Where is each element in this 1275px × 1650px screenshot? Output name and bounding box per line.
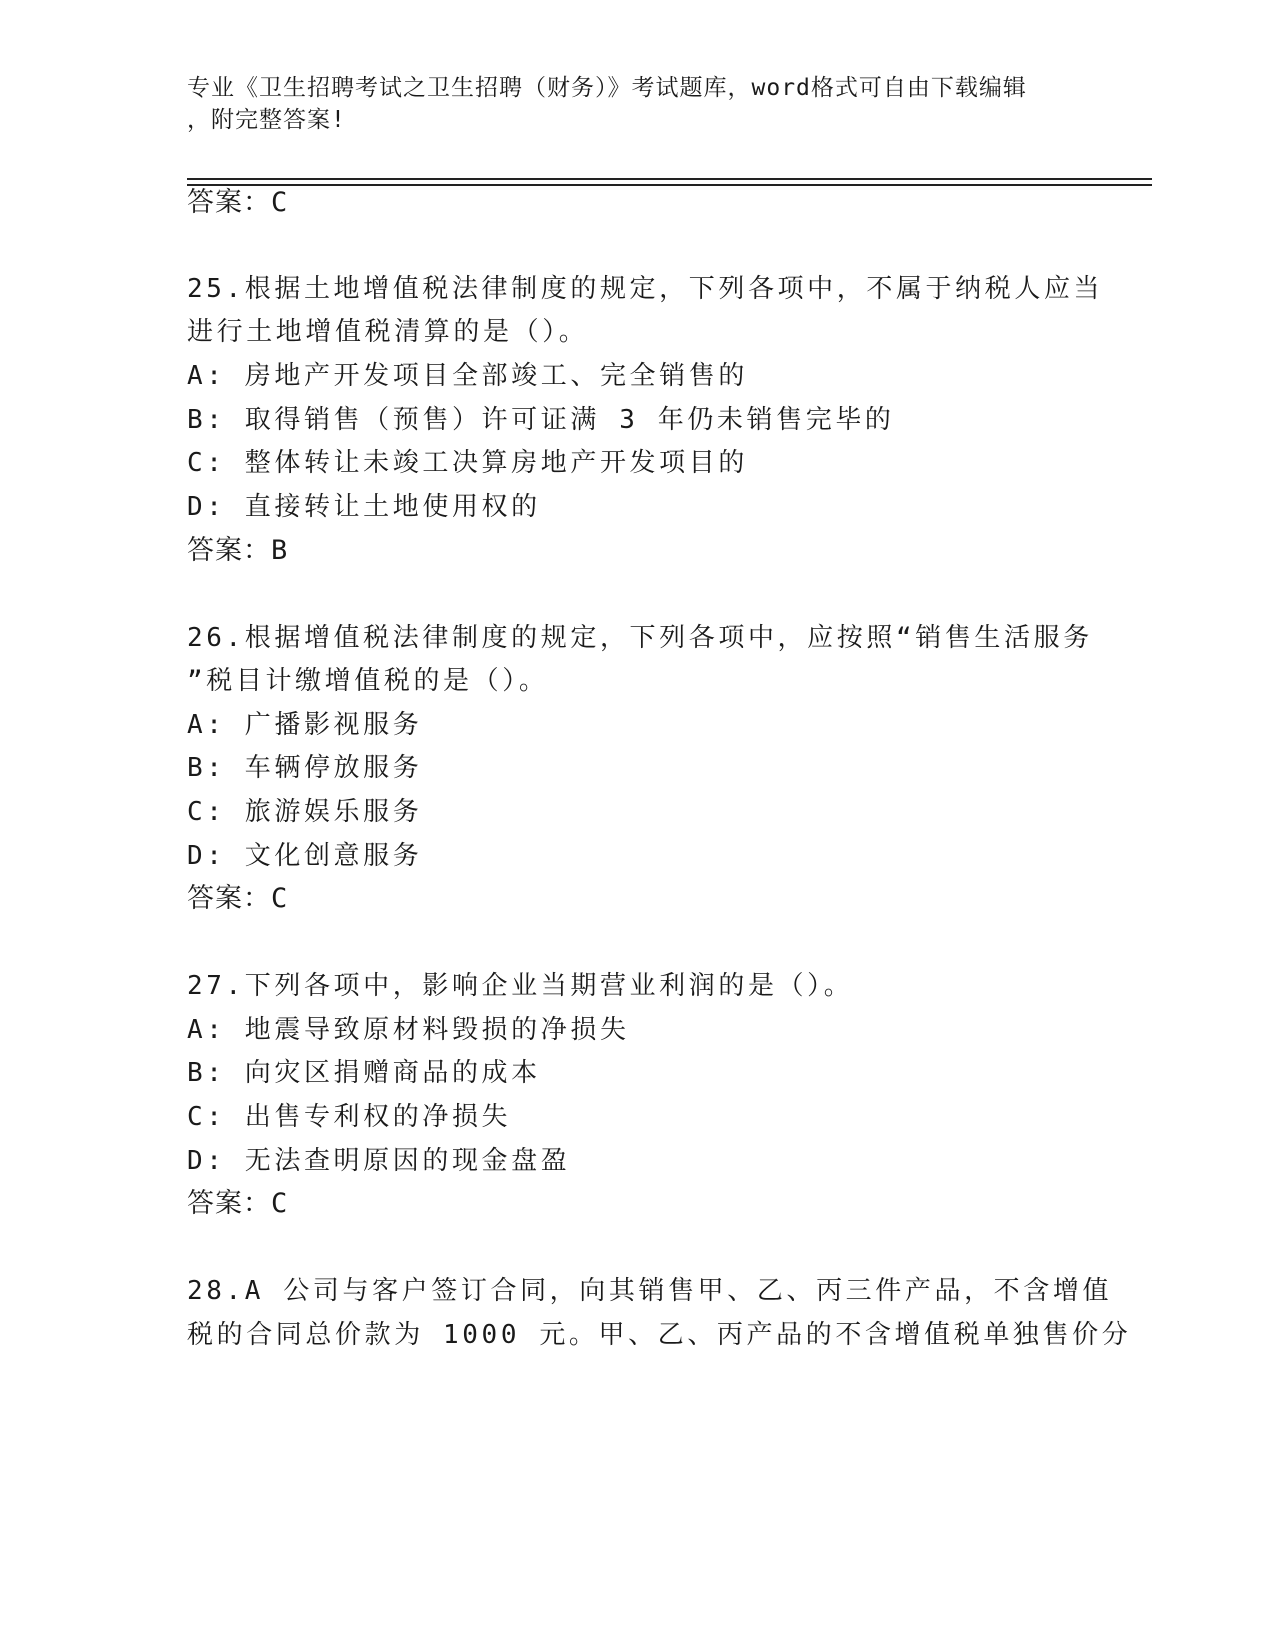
question-25-stem-line2: 进行土地增值税清算的是（）。 [187,317,589,347]
answer-label: 答案： [187,883,271,914]
question-25-option-a: A: 房地产开发项目全部竣工、完全销售的 [187,361,748,391]
question-26-option-b: B: 车辆停放服务 [187,753,423,783]
question-28-stem-line2: 税的合同总价款为 1000 元。甲、乙、丙产品的不含增值税单独售价分 [187,1320,1132,1350]
question-25-answer [187,535,288,567]
question-27-option-c: C: 出售专利权的净损失 [187,1102,512,1132]
question-27-option-b: B: 向灾区捐赠商品的成本 [187,1058,541,1088]
answer-line [187,187,288,219]
header-rule-bottom [187,184,1152,186]
answer-label: 答案： [187,1188,271,1219]
question-25-option-b: B: 取得销售（预售）许可证满 3 年仍未销售完毕的 [187,405,895,435]
answer-value: C [271,187,289,218]
question-25-stem-line1: 25.根据土地增值税法律制度的规定，下列各项中，不属于纳税人应当 [187,274,1104,304]
document-header: 专业《卫生招聘考试之卫生招聘（财务）》考试题库，word格式可自由下载编辑 ，附完整答案! [187,75,1027,133]
question-26-option-d: D: 文化创意服务 [187,841,423,871]
question-27-option-a: A: 地震导致原材料毁损的净损失 [187,1015,630,1045]
question-26-option-c: C: 旅游娱乐服务 [187,797,423,827]
question-27-option-d: D: 无法查明原因的现金盘盈 [187,1146,571,1176]
question-26-stem-line2: ”税目计缴增值税的是（）。 [187,666,549,696]
question-28-stem-line1: 28.A 公司与客户签订合同，向其销售甲、乙、丙三件产品，不含增值 [187,1276,1113,1306]
answer-value: B [271,535,289,566]
question-26-stem-line1: 26.根据增值税法律制度的规定，下列各项中，应按照“销售生活服务 [187,623,1093,653]
question-25-option-d: D: 直接转让土地使用权的 [187,492,541,522]
answer-value: C [271,1188,289,1219]
answer-value: C [271,883,289,914]
question-26-answer [187,883,288,915]
question-26-option-a: A: 广播影视服务 [187,710,423,740]
header-rule-top [187,178,1152,180]
answer-label: 答案： [187,535,271,566]
question-27-stem-line1: 27.下列各项中，影响企业当期营业利润的是（）。 [187,971,854,1001]
answer-label: 答案： [187,187,271,218]
question-27-answer [187,1188,288,1220]
question-25-option-c: C: 整体转让未竣工决算房地产开发项目的 [187,448,748,478]
